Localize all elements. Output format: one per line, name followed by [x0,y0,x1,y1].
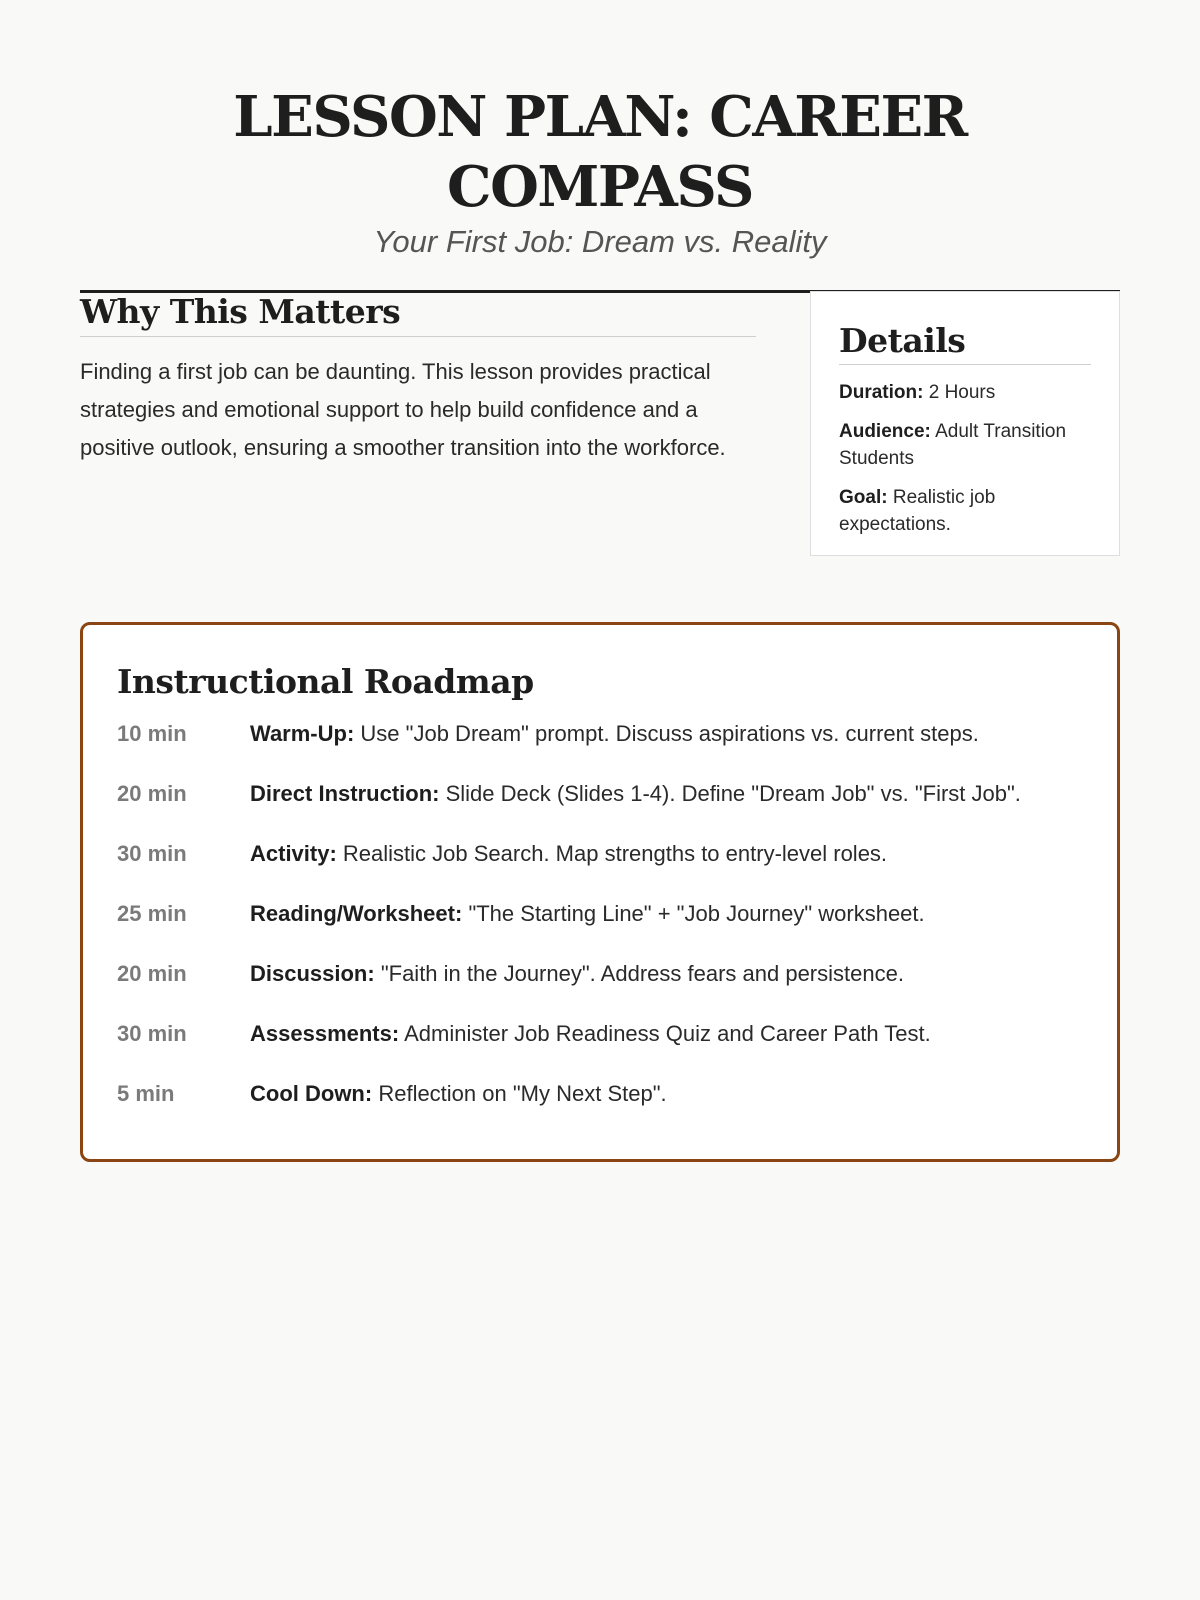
step-description [250,779,1021,809]
page-header [80,0,1120,293]
detail-label: Goal: [839,487,888,508]
step-detail: "The Starting Line" + "Job Journey" worksheet. [468,901,925,926]
step-duration: 20 min [117,781,187,806]
step-label: Direct Instruction: [250,781,440,806]
step-detail: Use "Job Dream" prompt. Discuss aspirations vs. current steps. [360,721,979,746]
step-description [250,719,979,749]
details-card [810,291,1120,556]
detail-goal [839,484,1091,538]
step-description [250,1019,931,1049]
detail-duration [839,379,1091,406]
detail-audience [839,418,1091,472]
step-duration: 25 min [117,901,187,926]
page-subtitle: Your First Job: Dream vs. Reality [373,224,827,259]
step-detail: "Faith in the Journey". Address fears and persistence. [380,961,904,986]
roadmap-step-activity [117,839,1083,899]
step-detail: Reflection on "My Next Step". [378,1081,667,1106]
why-this-matters [80,290,756,467]
step-duration: 5 min [117,1081,175,1106]
instructional-roadmap [80,622,1120,1162]
step-description [250,839,887,869]
step-description [250,959,904,989]
roadmap-step-assessments [117,1019,1083,1079]
step-duration: 10 min [117,721,187,746]
roadmap-heading: Instructional Roadmap [117,662,534,701]
step-label: Assessments: [250,1021,400,1046]
lesson-plan-page [80,0,1120,1106]
step-label: Discussion: [250,961,375,986]
roadmap-step-direct-instruction [117,779,1083,839]
details-heading: Details [839,318,1091,365]
why-heading: Why This Matters [80,290,756,337]
step-detail: Slide Deck (Slides 1-4). Define "Dream Job" vs. "First Job". [445,781,1021,806]
step-label: Reading/Worksheet: [250,901,463,926]
step-duration: 30 min [117,1021,187,1046]
intro-section [80,290,1120,558]
step-description [250,1079,667,1109]
detail-value: 2 Hours [928,382,996,403]
step-detail: Administer Job Readiness Quiz and Career Path Test. [404,1021,931,1046]
why-body: Finding a first job can be daunting. This lesson provides practical strategies and emotional support to help build confidence and a positive outlook, ensuring a smoother transition into the workforce. [80,359,726,460]
roadmap-step-cool-down [117,1079,1083,1139]
detail-label: Audience: [839,421,931,442]
roadmap-step-warm-up [117,719,1083,779]
step-label: Warm-Up: [250,721,355,746]
detail-value: Realistic job expectations. [839,487,996,535]
roadmap-step-reading-worksheet [117,899,1083,959]
roadmap-step-discussion [117,959,1083,1019]
page-title: LESSON PLAN: CAREER COMPASS [233,84,967,220]
step-duration: 30 min [117,841,187,866]
step-label: Cool Down: [250,1081,373,1106]
step-duration: 20 min [117,961,187,986]
detail-label: Duration: [839,382,924,403]
step-label: Activity: [250,841,337,866]
detail-value: Adult Transition Students [839,421,1067,469]
step-detail: Realistic Job Search. Map strengths to entry-level roles. [342,841,888,866]
step-description [250,899,925,929]
